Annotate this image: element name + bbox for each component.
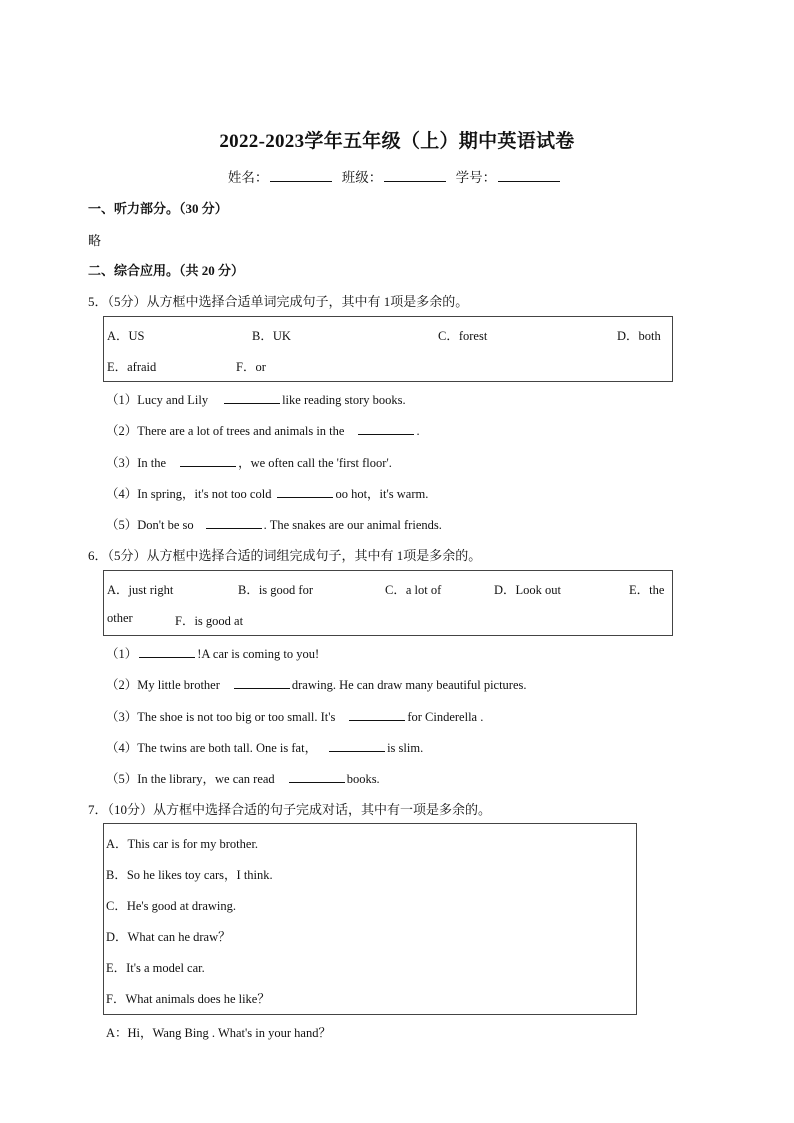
q6-option: D．Look out [494,583,562,597]
q5-option: D．both [617,329,661,343]
number-blank[interactable] [498,169,560,182]
q7-options-box [103,823,637,1015]
q6-option: A．just right [107,583,174,597]
q7-stem: 7．（10分）从方框中选择合适的句子完成对话，其中有一项是多余的。 [88,802,492,817]
q5-item: （3）In the ，we often call the 'first floor'. [106,456,392,470]
q6-item: （3）The shoe is not too big or too small. It's for Cinderella . [106,710,484,724]
q5-option: B．UK [252,329,291,343]
q6-item: （4）The twins are both tall. One is fat， is slim. [106,741,424,755]
student-info [0,166,794,186]
class-blank[interactable] [384,169,446,182]
answer-blank[interactable] [349,709,405,721]
name-label: 姓名： [227,170,269,185]
section-listening-heading: 一、听力部分。（30 分） [88,201,228,216]
q5-item: （4）In spring，it's not too cold oo hot，it's warm. [106,487,429,501]
q5-item: （5）Don't be so . The snakes are our animal friends. [106,518,442,532]
q7-option: D．What can he draw？ [106,930,231,944]
q6-stem: 6．（5分）从方框中选择合适的词组完成句子，其中有 1项是多余的。 [88,548,482,563]
section-application-heading: 二、综合应用。（共 20 分） [88,263,245,278]
answer-blank[interactable] [180,455,236,467]
q7-option: F．What animals does he like？ [106,992,270,1006]
section-listening-note: 略 [88,233,102,248]
answer-blank[interactable] [224,392,280,404]
q5-options-box [103,316,673,382]
q6-option: other [107,611,133,625]
class-label: 班级： [341,170,383,185]
q6-item: （1） !A car is coming to you! [106,647,320,661]
q6-option: F．is good at [175,614,244,628]
q5-option: C．forest [438,329,488,343]
answer-blank[interactable] [289,771,345,783]
q7-dialog-line: A：Hi，Wang Bing . What's in your hand？ [106,1026,331,1040]
q5-option: A．US [107,329,145,343]
q7-option: B．So he likes toy cars，I think. [106,868,273,882]
answer-blank[interactable] [234,677,290,689]
q5-item: （2）There are a lot of trees and animals in the . [106,424,420,438]
page-title: 2022-2023学年五年级（上）期中英语试卷 [219,131,575,152]
name-blank[interactable] [270,169,332,182]
answer-blank[interactable] [139,646,195,658]
answer-blank[interactable] [358,423,414,435]
q6-item: （5）In the library，we can read books. [106,772,380,786]
q5-stem: 5．（5分）从方框中选择合适单词完成句子，其中有 1项是多余的。 [88,294,469,309]
q7-option: C．He's good at drawing. [106,899,237,913]
q6-option: B．is good for [238,583,314,597]
q6-options-box [103,570,673,636]
answer-blank[interactable] [329,740,385,752]
q7-option: A．This car is for my brother. [106,837,259,851]
answer-blank[interactable] [277,486,333,498]
q6-item: （2）My little brother drawing. He can draw many beautiful pictures. [106,678,527,692]
q6-option: E．the [629,583,665,597]
answer-blank[interactable] [206,517,262,529]
q6-option: C．a lot of [385,583,442,597]
q5-item: （1）Lucy and Lily like reading story books. [106,393,406,407]
q7-option: E．It's a model car. [106,961,205,975]
q5-option: E．afraid [107,360,157,374]
number-label: 学号： [455,170,497,185]
q5-option: F．or [236,360,266,374]
